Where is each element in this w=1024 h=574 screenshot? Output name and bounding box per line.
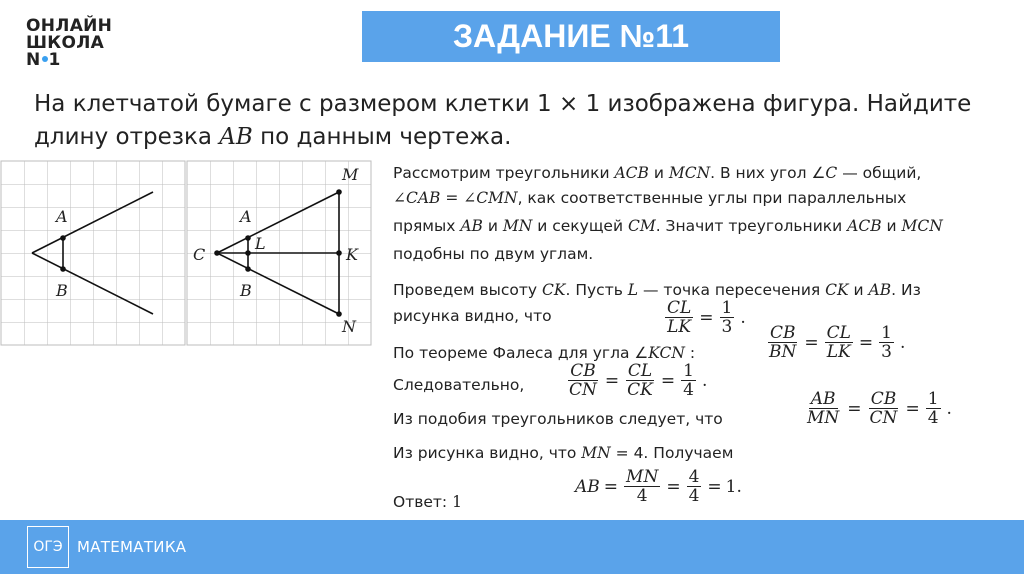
school-logo xyxy=(26,18,112,69)
task-title-bar xyxy=(362,11,780,62)
logo-line-2: ШКОЛА xyxy=(26,33,105,53)
solution-line-4: подобны по двум углам. xyxy=(393,245,594,263)
formula-consequently: $\frac{CB}{CN}$ = $\frac{CL}{CK}$ = $\frac{1}{4}$ . xyxy=(569,361,708,400)
figure-left xyxy=(0,160,186,346)
logo-line-1: ОНЛАЙН xyxy=(26,16,113,36)
label-b: B xyxy=(240,281,252,300)
label-a: A xyxy=(56,207,68,226)
logo-dot-icon xyxy=(42,56,48,62)
oge-badge: ОГЭ xyxy=(27,526,69,568)
point-b xyxy=(245,266,251,272)
point-n xyxy=(336,311,342,317)
answer-value: 1 xyxy=(452,493,462,511)
point-k xyxy=(336,250,342,256)
logo-one: 1 xyxy=(48,50,61,70)
point-c xyxy=(214,250,220,256)
task-title: ЗАДАНИЕ №11 xyxy=(452,18,690,54)
problem-line-2: длину отрезка AB по данным чертежа. xyxy=(34,124,512,150)
solution-line-3: прямых AB и MN и секущей CM. Значит треугольники ACB и MCN xyxy=(393,217,943,235)
solution-line-6: рисунка видно, что xyxy=(393,307,552,325)
label-n: N xyxy=(342,317,356,336)
point-m xyxy=(336,189,342,195)
label-l: L xyxy=(255,234,266,253)
point-l xyxy=(245,250,251,256)
formula-result: AB = $\frac{MN}{4}$ = $\frac{4}{4}$ = 1. xyxy=(575,467,742,506)
subject-label: МАТЕМАТИКА xyxy=(77,538,187,556)
solution-line-1: Рассмотрим треугольники ACB и MCN. В них угол ∠C — общий, xyxy=(393,164,922,182)
label-a: A xyxy=(240,207,252,226)
label-b: B xyxy=(56,281,68,300)
formula-similarity: $\frac{AB}{MN}$ = $\frac{CB}{CN}$ = $\frac{1}{4}$ . xyxy=(807,389,952,428)
grid-left xyxy=(1,161,185,345)
label-k: K xyxy=(346,245,358,264)
formula-thales: $\frac{CB}{BN}$ = $\frac{CL}{LK}$ = $\frac{1}{3}$ . xyxy=(769,323,906,362)
logo-n: N xyxy=(26,50,41,70)
solution-line-7: По теореме Фалеса для угла ∠KCN : xyxy=(393,344,696,362)
point-a xyxy=(245,235,251,241)
solution-line-5: Проведем высоту CK. Пусть L — точка пересечения CK и AB. Из xyxy=(393,281,921,299)
solution-line-8: Следовательно, xyxy=(393,376,525,394)
solution-line-9: Из подобия треугольников следует, что xyxy=(393,410,723,428)
logo-line-3 xyxy=(26,52,112,69)
label-c: C xyxy=(193,245,206,264)
problem-line-1: На клетчатой бумаге с размером клетки 1 × 1 изображена фигура. Найдите xyxy=(34,91,972,117)
solution-line-2: ∠CAB = ∠CMN, как соответственные углы при параллельных xyxy=(393,189,907,207)
solution-line-10: Из рисунка видно, что MN = 4. Получаем xyxy=(393,444,734,462)
figure-right xyxy=(186,160,376,346)
label-m: M xyxy=(342,165,359,184)
point-b xyxy=(60,266,66,272)
formula-cl-lk: $\frac{CL}{LK}$ = $\frac{1}{3}$ . xyxy=(667,298,746,337)
problem-statement xyxy=(34,88,994,154)
point-a xyxy=(60,235,66,241)
answer-label: Ответ: xyxy=(393,493,453,511)
